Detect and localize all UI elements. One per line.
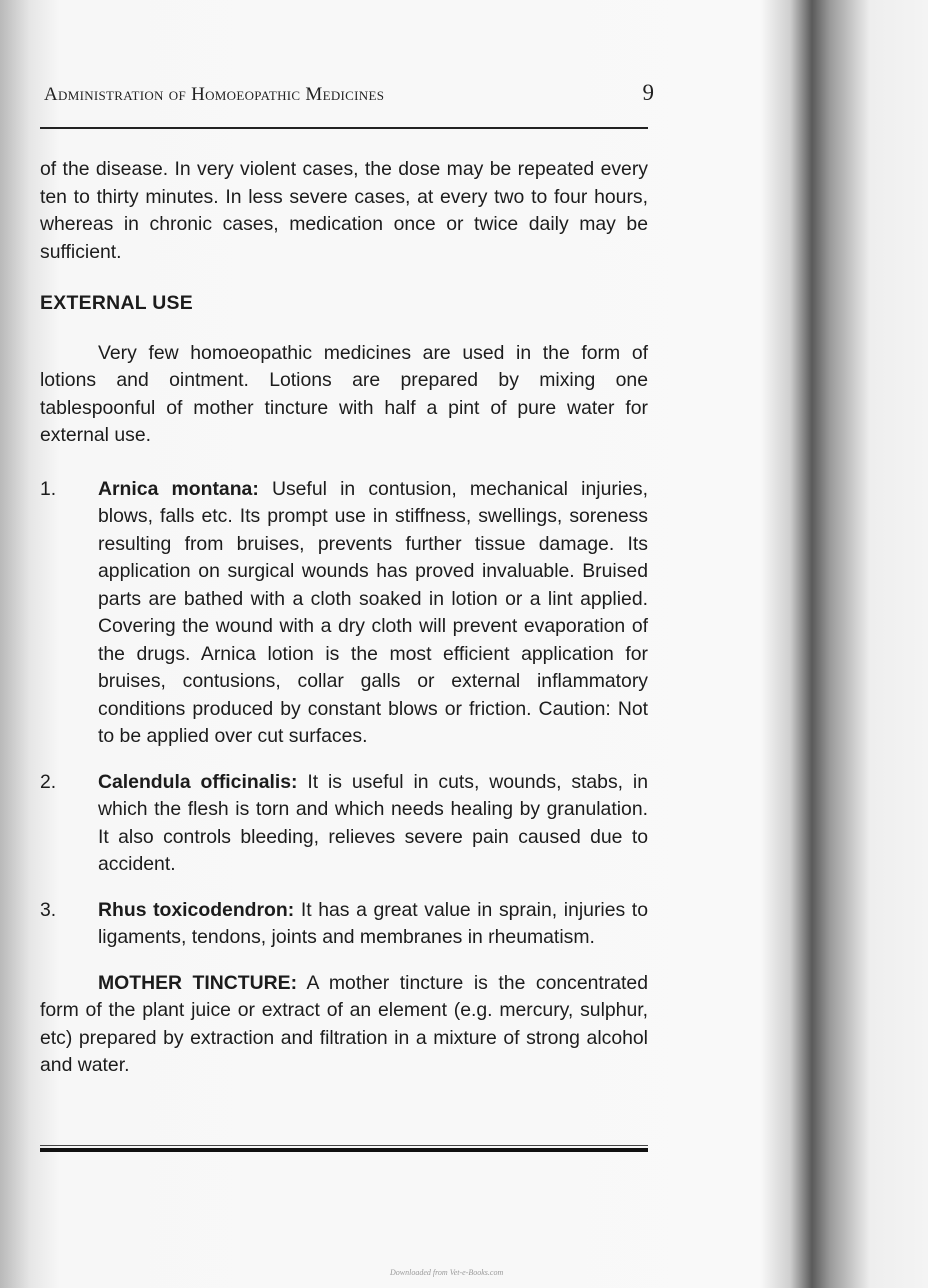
running-title: Administration of Homoeopathic Medicines [44,84,385,105]
section-heading: EXTERNAL USE [40,292,194,314]
header-rule [40,127,648,129]
section-paragraph: Very few homoeopathic medicines are used in the form of lotions and ointment. Lotions are prepared by mixing one tablespoonful of mother tincture with half a pint of pure water for external use. [40,341,648,446]
list-number: 3. [40,898,57,921]
bottom-rule-thin [40,1145,648,1146]
page-header [44,80,654,110]
page-content [40,156,648,1080]
list-item [40,476,648,751]
remedy-text: Useful in contusion, mechanical injuries, blows, falls etc. Its prompt use in stiffness, swellings, soreness resulting from bruises, prevents further tissue damage. Its application on surgical wounds has proved invaluable. Bruised parts are bathed with a cloth soaked in lotion or a lint applied. Covering the wound with a dry cloth will prevent evaporation of the drugs. Arnica lotion is the most efficient application for bruises, contusions, collar galls or external inflammatory conditions produced by constant blows or friction. Caution: Not to be applied over cut surfaces. [98,477,648,747]
download-watermark: Downloaded from Vet-e-Books.com [390,1268,504,1277]
list-number: 1. [40,477,57,500]
remedy-term: Rhus toxicodendron: [98,898,295,921]
remedy-term: Arnica montana: [98,477,259,500]
mother-tincture-paragraph [40,970,648,1080]
mother-tincture-term: MOTHER TINCTURE: [98,971,298,994]
remedy-list [40,476,648,952]
mother-tincture-text: A mother tincture is the concentrated form of the plant juice or extract of an element (e.g. mercury, sulphur, etc) prepared by extraction and filtration in a mixture of strong alcohol and water. [40,971,648,1076]
list-item [40,897,648,952]
list-number: 2. [40,770,57,793]
list-item [40,769,648,879]
intro-paragraph: of the disease. In very violent cases, the dose may be repeated every ten to thirty minutes. In less severe cases, at every two to four hours, whereas in chronic cases, medication once or twice daily may be sufficient. [40,158,648,263]
remedy-text: It has a great value in sprain, injuries to ligaments, tendons, joints and membranes in rheumatism. [98,898,648,948]
page-number: 9 [642,80,654,105]
remedy-text: It is useful in cuts, wounds, stabs, in which the flesh is torn and which needs healing by granulation. It also controls bleeding, relieves severe pain caused due to accident. [98,770,649,875]
bottom-rule-thick [40,1148,648,1152]
remedy-term: Calendula officinalis: [98,770,298,793]
